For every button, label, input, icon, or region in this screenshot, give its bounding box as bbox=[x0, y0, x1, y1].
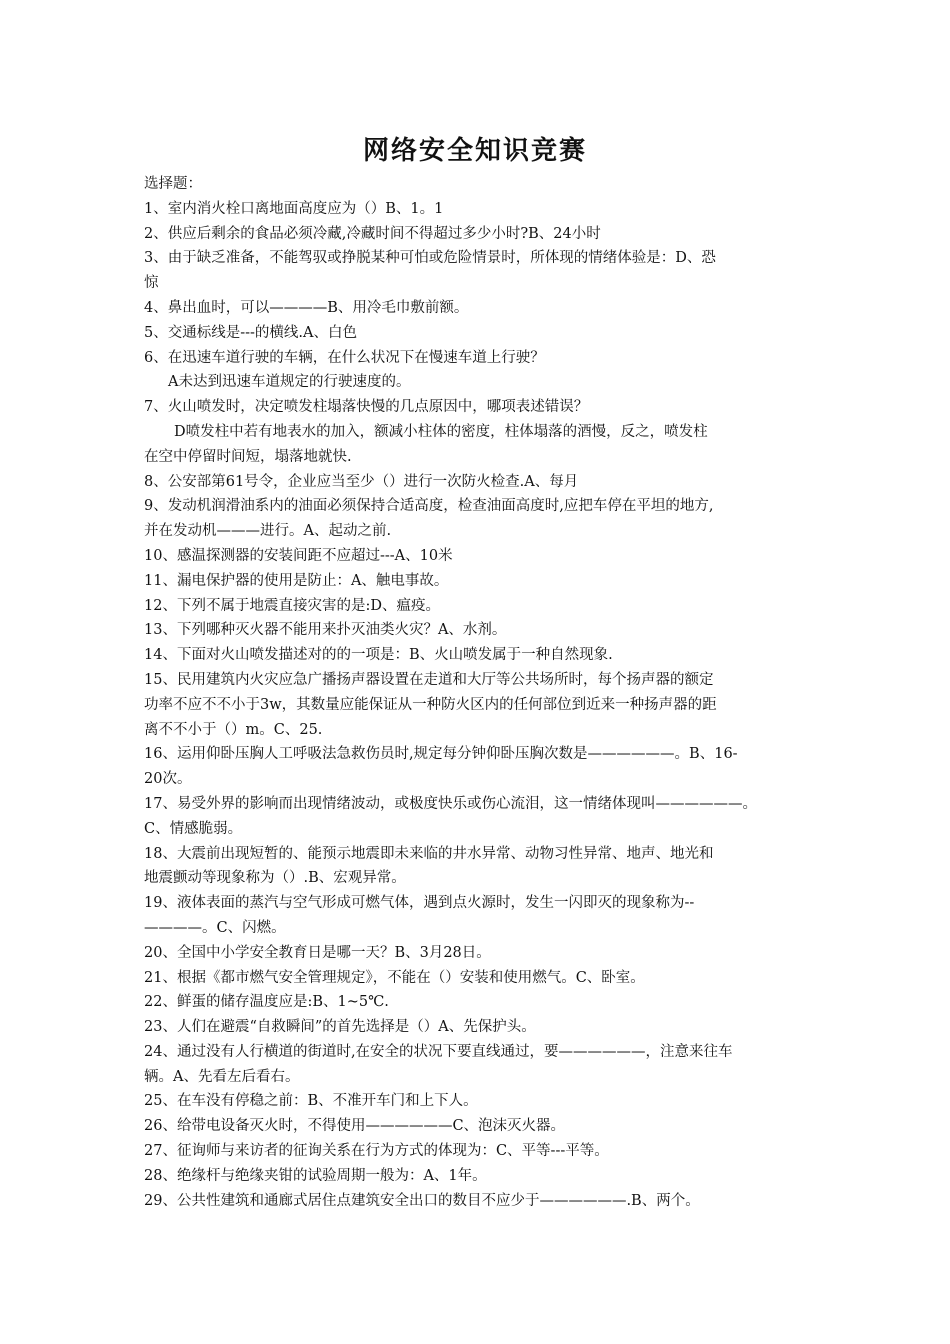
text-line: 8、公安部第61号令，企业应当至少（）进行一次防火检查.A、每月 bbox=[144, 473, 579, 490]
text-line: 23、人们在避震“自救瞬间”的首先选择是（）A、先保护头。 bbox=[144, 1019, 536, 1036]
text-line: 11、漏电保护器的使用是防止：A、触电事故。 bbox=[144, 572, 449, 589]
text-line: 22、鲜蛋的储存温度应是:B、1~5℃. bbox=[144, 994, 389, 1011]
text-line: 16、运用仰卧压胸人工呼吸法急救伤员时,规定每分钟仰卧压胸次数是——————。B、16- bbox=[144, 746, 738, 763]
document-body bbox=[144, 172, 812, 1213]
text-line: 2、供应后剩余的食品必须冷藏,冷藏时间不得超过多少小时?B、24小时 bbox=[144, 225, 601, 242]
text-line: 15、民用建筑内火灾应急广播扬声器设置在走道和大厅等公共场所时，每个扬声器的额定 bbox=[144, 671, 714, 688]
text-line: D喷发柱中若有地表水的加入，额减小柱体的密度，柱体塌落的酒慢，反之，喷发柱 bbox=[174, 423, 708, 440]
text-line: 28、绝缘杆与绝缘夹钳的试验周期一般为：A、1年。 bbox=[144, 1167, 487, 1184]
text-line: 10、感温探测器的安装间距不应超过---A、10米 bbox=[144, 547, 453, 564]
text-line: 3、由于缺乏准备，不能驾驭或挣脱某种可怕或危险情景时，所体现的情绪体验是：D、恐 bbox=[144, 250, 716, 267]
text-line: 9、发动机润滑油系内的油面必须保持合适高度，检查油面高度时,应把车停在平坦的地方, bbox=[144, 498, 714, 515]
text-line: A未达到迅速车道规定的行驶速度的。 bbox=[168, 374, 411, 391]
text-line: 辆。A、先看左后看右。 bbox=[144, 1068, 300, 1085]
text-line: 6、在迅速车道行驶的车辆，在什么状况下在慢速车道上行驶？ bbox=[144, 349, 545, 366]
text-line: 4、鼻出血时，可以————B、用冷毛巾敷前额。 bbox=[144, 299, 469, 316]
text-line: 地震颤动等现象称为（）.B、宏观异常。 bbox=[144, 870, 406, 887]
text-line: 17、易受外界的影响而出现情绪波动，或极度快乐或伤心流泪，这一情绪体现叫——————。 bbox=[144, 795, 757, 812]
text-line: 在空中停留时间短，塌落地就快. bbox=[144, 448, 352, 465]
text-line: 1、室内消火栓口离地面高度应为（）B、1。1 bbox=[144, 200, 444, 217]
text-line: 7、火山喷发时，决定喷发柱塌落快慢的几点原因中，哪项表述错误？ bbox=[144, 399, 589, 416]
text-line: 14、下面对火山喷发描述对的的一项是：B、火山喷发属于一种自然现象. bbox=[144, 647, 613, 664]
text-line: 29、公共性建筑和通廊式居住点建筑安全出口的数目不应少于——————.B、两个。 bbox=[144, 1192, 700, 1209]
text-line: 12、下列不属于地震直接灾害的是:D、瘟疫。 bbox=[144, 597, 440, 614]
text-line: 21、根据《都市燃气安全管理规定》，不能在（）安装和使用燃气。C、卧室。 bbox=[144, 969, 645, 986]
text-line: 13、下列哪种灭火器不能用来扑灭油类火灾？A、水剂。 bbox=[144, 622, 507, 639]
document-title: 网络安全知识竞赛 bbox=[362, 136, 587, 166]
text-line: 功率不应不不小于3w，其数量应能保证从一种防火区内的任何部位到近来一种扬声器的距 bbox=[144, 696, 717, 713]
text-line: 27、征询师与来访者的征询关系在行为方式的体现为：C、平等---平等。 bbox=[144, 1143, 609, 1160]
text-line: 24、通过没有人行横道的街道时,在安全的状况下要直线通过，要——————，注意来往车 bbox=[144, 1043, 733, 1060]
text-line: 18、大震前出现短暂的、能预示地震即未来临的井水异常、动物习性异常、地声、地光和 bbox=[144, 845, 714, 862]
text-line: 5、交通标线是---的横线.A、白色 bbox=[144, 324, 358, 341]
text-line: 离不不小于（）m。C、25. bbox=[144, 721, 323, 738]
text-line: 19、液体表面的蒸汽与空气形成可燃气体，遇到点火源时，发生一闪即灭的现象称为-- bbox=[144, 895, 695, 912]
text-line: 20次。 bbox=[144, 771, 192, 788]
text-line: 25、在车没有停稳之前：B、不准开车门和上下人。 bbox=[144, 1093, 478, 1110]
text-line: 并在发动机———进行。A、起动之前. bbox=[144, 523, 392, 540]
section-heading: 选择题： bbox=[144, 176, 202, 192]
text-line: ————。C、闪燃。 bbox=[144, 919, 286, 936]
text-line: 20、全国中小学安全教育日是哪一天？B、3月28日。 bbox=[144, 944, 491, 961]
text-line: 惊 bbox=[144, 275, 159, 292]
text-line: 26、给带电设备灭火时，不得使用——————C、泡沫灭火器。 bbox=[144, 1118, 566, 1135]
text-line: C、情感脆弱。 bbox=[144, 820, 243, 837]
